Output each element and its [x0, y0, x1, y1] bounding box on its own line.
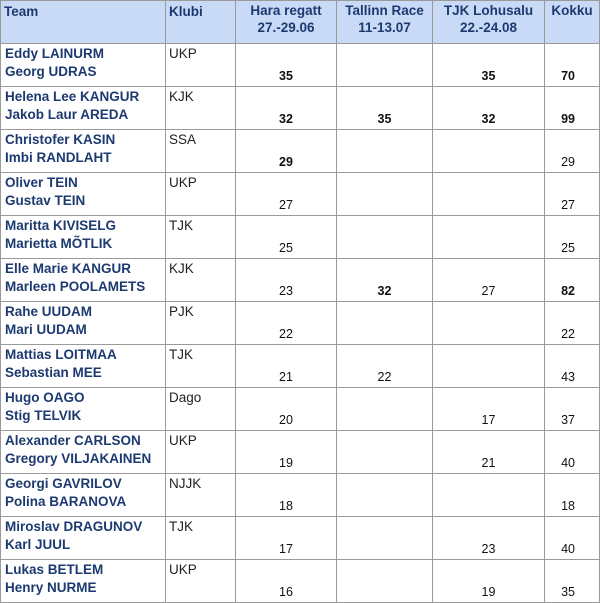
- team-cell: [1, 259, 166, 302]
- score-hara: 27: [236, 173, 337, 216]
- sailor-name: Sebastian MEE: [5, 365, 102, 380]
- score-lohusalu: [433, 345, 545, 388]
- sailor-name: Marietta MÕTLIK: [5, 236, 113, 251]
- sailor-name: Mari UUDAM: [5, 322, 87, 337]
- sailor-name: Maritta KIVISELG: [5, 218, 117, 233]
- club-cell: UKP: [166, 44, 236, 87]
- header-race-hara: [236, 1, 337, 44]
- club-cell: UKP: [166, 431, 236, 474]
- score-tallinn: [337, 216, 433, 259]
- score-lohusalu: 32: [433, 87, 545, 130]
- score-hara: 23: [236, 259, 337, 302]
- header-team: Team: [1, 1, 166, 44]
- sailor-name: Rahe UUDAM: [5, 304, 93, 319]
- sailor-name: Christofer KASIN: [5, 132, 116, 147]
- table-row: [1, 173, 600, 216]
- team-cell: [1, 216, 166, 259]
- team-cell: [1, 517, 166, 560]
- score-tallinn: 35: [337, 87, 433, 130]
- total-cell: 40: [545, 517, 600, 560]
- score-hara: 22: [236, 302, 337, 345]
- sailor-name: Karl JUUL: [5, 537, 71, 552]
- score-hara: 21: [236, 345, 337, 388]
- score-lohusalu: 19: [433, 560, 545, 603]
- table-row: [1, 44, 600, 87]
- score-hara: 32: [236, 87, 337, 130]
- total-cell: 29: [545, 130, 600, 173]
- score-lohusalu: 35: [433, 44, 545, 87]
- sailor-name: Mattias LOITMAA: [5, 347, 117, 362]
- team-cell: [1, 560, 166, 603]
- sailor-name: Helena Lee KANGUR: [5, 89, 140, 104]
- team-cell: [1, 431, 166, 474]
- club-cell: NJJK: [166, 474, 236, 517]
- score-tallinn: [337, 388, 433, 431]
- score-lohusalu: [433, 173, 545, 216]
- total-cell: 70: [545, 44, 600, 87]
- club-cell: SSA: [166, 130, 236, 173]
- sailor-name: Eddy LAINURM: [5, 46, 104, 61]
- table-row: [1, 216, 600, 259]
- sailor-name: Georgi GAVRILOV: [5, 476, 122, 491]
- score-lohusalu: [433, 130, 545, 173]
- score-tallinn: [337, 44, 433, 87]
- total-cell: 99: [545, 87, 600, 130]
- sailor-name: Stig TELVIK: [5, 408, 82, 423]
- score-hara: 19: [236, 431, 337, 474]
- club-cell: KJK: [166, 87, 236, 130]
- race-dates: 22.-24.08: [459, 20, 518, 35]
- sailor-name: Gustav TEIN: [5, 193, 86, 208]
- score-hara: 16: [236, 560, 337, 603]
- score-tallinn: [337, 431, 433, 474]
- score-tallinn: [337, 302, 433, 345]
- sailor-name: Elle Marie KANGUR: [5, 261, 132, 276]
- score-tallinn: [337, 130, 433, 173]
- sailor-name: Alexander CARLSON: [5, 433, 141, 448]
- score-lohusalu: [433, 216, 545, 259]
- club-cell: TJK: [166, 216, 236, 259]
- race-name: Hara regatt: [250, 3, 322, 18]
- header-total: Kokku: [545, 1, 600, 44]
- score-lohusalu: 17: [433, 388, 545, 431]
- score-tallinn: 22: [337, 345, 433, 388]
- table-row: [1, 388, 600, 431]
- score-tallinn: [337, 517, 433, 560]
- score-hara: 18: [236, 474, 337, 517]
- score-lohusalu: [433, 474, 545, 517]
- team-cell: [1, 87, 166, 130]
- total-cell: 35: [545, 560, 600, 603]
- score-hara: 17: [236, 517, 337, 560]
- team-cell: [1, 44, 166, 87]
- score-hara: 20: [236, 388, 337, 431]
- header-race-lohusalu: [433, 1, 545, 44]
- table-row: [1, 259, 600, 302]
- score-tallinn: [337, 173, 433, 216]
- table-row: [1, 517, 600, 560]
- sailor-name: Marleen POOLAMETS: [5, 279, 146, 294]
- score-hara: 35: [236, 44, 337, 87]
- table-row: [1, 474, 600, 517]
- club-cell: PJK: [166, 302, 236, 345]
- table-row: [1, 431, 600, 474]
- header-club: Klubi: [166, 1, 236, 44]
- race-name: TJK Lohusalu: [443, 3, 534, 18]
- total-cell: 82: [545, 259, 600, 302]
- score-tallinn: [337, 474, 433, 517]
- team-cell: [1, 474, 166, 517]
- table-header: [1, 1, 600, 44]
- club-cell: KJK: [166, 259, 236, 302]
- team-cell: [1, 345, 166, 388]
- race-dates: 27.-29.06: [257, 20, 315, 35]
- sailor-name: Oliver TEIN: [5, 175, 78, 190]
- score-lohusalu: 23: [433, 517, 545, 560]
- club-cell: UKP: [166, 173, 236, 216]
- table-row: [1, 302, 600, 345]
- total-cell: 18: [545, 474, 600, 517]
- sailor-name: Georg UDRAS: [5, 64, 97, 79]
- club-cell: Dago: [166, 388, 236, 431]
- sailor-name: Henry NURME: [5, 580, 97, 595]
- table-body: [1, 44, 600, 603]
- sailor-name: Imbi RANDLAHT: [5, 150, 112, 165]
- score-lohusalu: 21: [433, 431, 545, 474]
- score-lohusalu: 27: [433, 259, 545, 302]
- team-cell: [1, 388, 166, 431]
- club-cell: TJK: [166, 345, 236, 388]
- header-row: [1, 1, 600, 44]
- table-row: [1, 87, 600, 130]
- club-cell: UKP: [166, 560, 236, 603]
- table-row: [1, 130, 600, 173]
- table-row: [1, 560, 600, 603]
- team-cell: [1, 302, 166, 345]
- sailor-name: Gregory VILJAKAINEN: [5, 451, 152, 466]
- score-tallinn: [337, 560, 433, 603]
- sailor-name: Polina BARANOVA: [5, 494, 127, 509]
- total-cell: 37: [545, 388, 600, 431]
- total-cell: 40: [545, 431, 600, 474]
- score-hara: 29: [236, 130, 337, 173]
- total-cell: 43: [545, 345, 600, 388]
- header-race-tallinn: [337, 1, 433, 44]
- score-lohusalu: [433, 302, 545, 345]
- sailor-name: Lukas BETLEM: [5, 562, 104, 577]
- sailor-name: Jakob Laur AREDA: [5, 107, 129, 122]
- race-name: Tallinn Race: [345, 3, 424, 18]
- sailor-name: Miroslav DRAGUNOV: [5, 519, 143, 534]
- club-cell: TJK: [166, 517, 236, 560]
- total-cell: 25: [545, 216, 600, 259]
- score-hara: 25: [236, 216, 337, 259]
- sailor-name: Hugo OAGO: [5, 390, 85, 405]
- team-cell: [1, 173, 166, 216]
- score-tallinn: 32: [337, 259, 433, 302]
- race-dates: 11-13.07: [358, 20, 411, 35]
- team-cell: [1, 130, 166, 173]
- total-cell: 22: [545, 302, 600, 345]
- table-row: [1, 345, 600, 388]
- total-cell: 27: [545, 173, 600, 216]
